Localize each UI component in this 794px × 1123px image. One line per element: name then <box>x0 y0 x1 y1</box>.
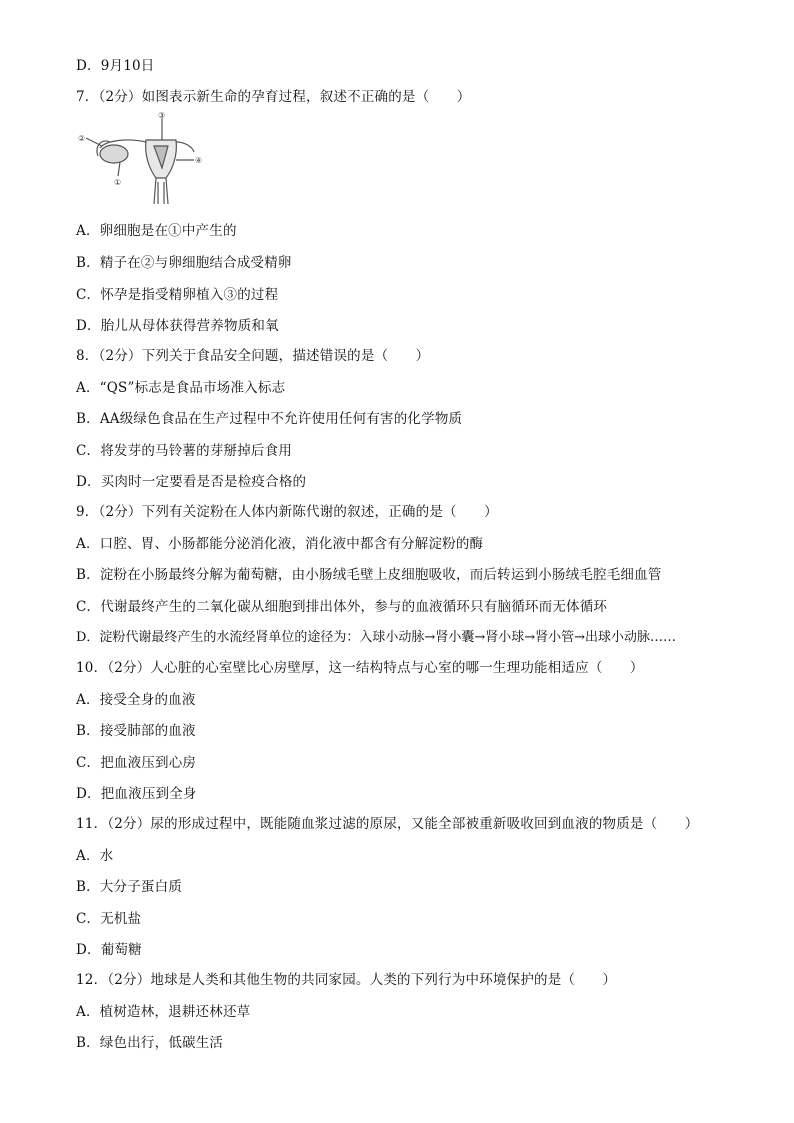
question-8-stem: 8．（2分）下列关于食品安全问题，描述错误的是（ ） <box>76 348 430 364</box>
option-10b: B．接受肺部的血液 <box>76 723 196 739</box>
option-6d: D．9月10日 <box>76 58 155 74</box>
option-10d: D．把血液压到全身 <box>76 786 197 802</box>
option-11c: C．无机盐 <box>76 911 142 927</box>
uterus-diagram-image <box>76 112 206 212</box>
option-9b: B．淀粉在小肠最终分解为葡萄糖，由小肠绒毛壁上皮细胞吸收，而后转运到小肠绒毛腔毛细血管 <box>76 567 662 583</box>
option-11a: A．水 <box>76 848 114 864</box>
figure-label-4: ④ <box>195 156 203 165</box>
question-10-stem: 10．（2分）人心脏的心室壁比心房壁厚，这一结构特点与心室的哪一生理功能相适应（ ） <box>76 660 644 676</box>
option-8b: B．AA级绿色食品在生产过程中不允许使用任何有害的化学物质 <box>76 411 463 427</box>
option-7d: D．胎儿从母体获得营养物质和氧 <box>76 318 279 334</box>
figure-label-1: ① <box>114 178 122 187</box>
option-9d: D．淀粉代谢最终产生的水流经肾单位的途径为：入球小动脉→肾小囊→肾小球→肾小管→出球小动脉…… <box>76 630 676 645</box>
option-9a: A．口腔、胃、小肠都能分泌消化液，消化液中都含有分解淀粉的酶 <box>76 536 484 552</box>
figure-label-3: ③ <box>158 112 166 120</box>
option-8d: D．买肉时一定要看是否是检疫合格的 <box>76 474 307 490</box>
option-10c: C．把血液压到心房 <box>76 755 197 771</box>
option-8c: C．将发芽的马铃薯的芽掰掉后食用 <box>76 443 293 459</box>
question-9-stem: 9．（2分）下列有关淀粉在人体内新陈代谢的叙述，正确的是（ ） <box>76 504 498 520</box>
option-9c: C．代谢最终产生的二氧化碳从细胞到排出体外，参与的血液循环只有脑循环而无体循环 <box>76 599 608 615</box>
option-12a: A．植树造林，退耕还林还草 <box>76 1004 251 1020</box>
question-12-stem: 12．（2分）地球是人类和其他生物的共同家园。人类的下列行为中环境保护的是（ ） <box>76 972 617 988</box>
figure-label-2: ② <box>78 134 86 143</box>
option-7a: A．卵细胞是在①中产生的 <box>76 223 237 239</box>
question-7-stem: 7．（2分）如图表示新生命的孕育过程，叙述不正确的是（ ） <box>76 89 471 105</box>
option-7c: C．怀孕是指受精卵植入③的过程 <box>76 287 279 303</box>
question-11-stem: 11．（2分）尿的形成过程中，既能随血浆过滤的原尿，又能全部被重新吸收回到血液的物质是（ ） <box>76 816 699 832</box>
option-11d: D．葡萄糖 <box>76 942 142 958</box>
option-11b: B．大分子蛋白质 <box>76 879 183 895</box>
option-12b: B．绿色出行，低碳生活 <box>76 1035 224 1051</box>
option-10a: A．接受全身的血液 <box>76 692 196 708</box>
reproductive-system-figure <box>76 112 206 212</box>
option-8a: A．“QS”标志是食品市场准入标志 <box>76 380 286 396</box>
option-7b: B．精子在②与卵细胞结合成受精卵 <box>76 255 292 271</box>
